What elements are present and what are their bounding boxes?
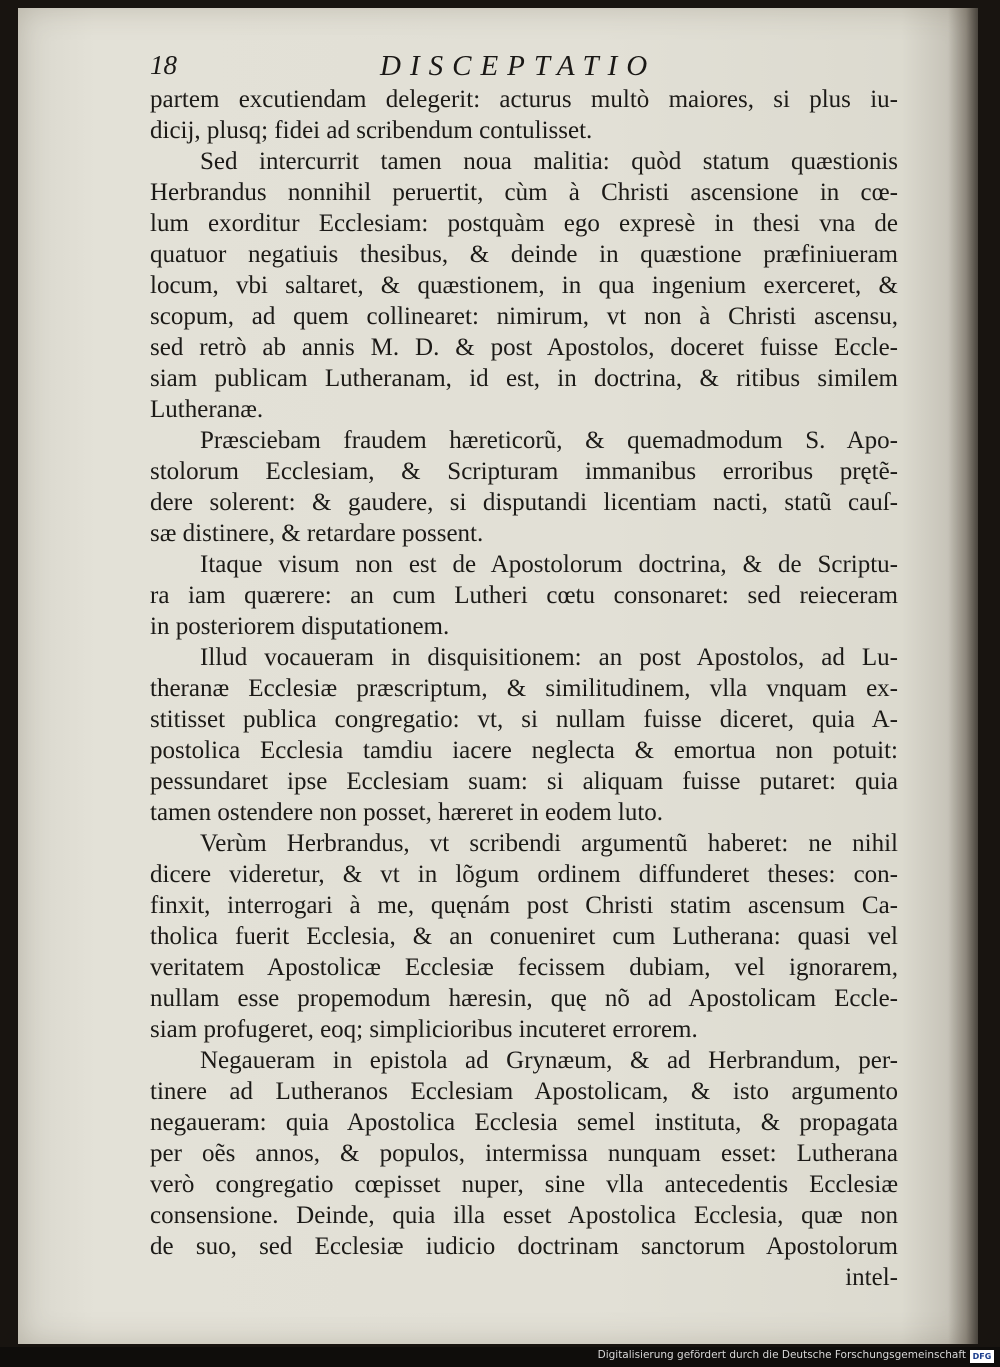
text-line: Negaueram in epistola ad Grynæum, & ad Herbrandum, per- [200, 1047, 898, 1074]
running-title: DISCEPTATIO [380, 50, 657, 82]
text-line: postolica Ecclesia tamdiu iacere neglecta & emortua non potuit: [150, 737, 898, 764]
text-line: de suo, sed Ecclesiæ iudicio doctrinam sanctorum Apostolorum [150, 1233, 898, 1260]
text-line: quatuor negatiuis thesibus, & deinde in quæstione præfiniueram [150, 241, 898, 268]
text-line: dere solerent: & gaudere, si disputandi licentiam nacti, statũ cauſ- [150, 489, 898, 516]
text-line: verò congregatio cœpisset nuper, sine vlla antecedentis Ecclesiæ [150, 1171, 898, 1198]
text-line: negaueram: quia Apostolica Ecclesia semel instituta, & propagata [150, 1109, 898, 1136]
funding-credit: Digitalisierung gefördert durch die Deutsche Forschungsgemeinschaft [597, 1349, 966, 1361]
catchword: intel- [845, 1264, 898, 1291]
text-line: finxit, interrogari à me, quęnám post Christi statim ascensum Ca- [150, 892, 898, 919]
text-line: dicij, plusq; fidei ad scribendum contulisset. [150, 117, 593, 144]
text-line: consensione. Deinde, quia illa esset Apostolica Ecclesia, quæ non [150, 1202, 898, 1229]
text-line: tholica fuerit Ecclesia, & an conueniret cum Lutherana: quasi vel [150, 923, 898, 950]
footer-bar [0, 1347, 1000, 1367]
text-line: stolorum Ecclesiam, & Scripturam immanibus erroribus prętẽ- [150, 458, 898, 485]
text-line: ra iam quærere: an cum Lutheri cœtu consonaret: sed reieceram [150, 582, 898, 609]
text-line: Sed intercurrit tamen noua malitia: quòd statum quæstionis [200, 148, 898, 175]
text-line: tinere ad Lutheranos Ecclesiam Apostolicam, & isto argumento [150, 1078, 898, 1105]
text-line: nullam esse propemodum hæresin, quę nõ ad Apostolicam Eccle- [150, 985, 898, 1012]
text-line: lum exorditur Ecclesiam: postquàm ego expresè in thesi vna de [150, 210, 898, 237]
text-line: stitisset publica congregatio: vt, si nullam fuisse diceret, quia A- [150, 706, 898, 733]
text-line: veritatem Apostolicæ Ecclesiæ fecissem dubiam, vel ignorarem, [150, 954, 898, 981]
text-line: theranæ Ecclesiæ præscriptum, & similitudinem, vlla vnquam ex- [150, 675, 898, 702]
text-line: Herbrandus nonnihil peruertit, cùm à Christi ascensione in cœ- [150, 179, 898, 206]
dfg-logo-icon: DFG [970, 1350, 994, 1363]
text-line: Præsciebam fraudem hæreticorũ, & quemadmodum S. Apo- [200, 427, 898, 454]
text-line: in posteriorem disputationem. [150, 613, 450, 640]
text-line: dicere videretur, & vt in lõgum ordinem diffunderet theses: con- [150, 861, 898, 888]
text-line: sæ distinere, & retardare possent. [150, 520, 484, 547]
text-line: Itaque visum non est de Apostolorum doctrina, & de Scriptu- [200, 551, 898, 578]
text-line: pessundaret ipse Ecclesiam suam: si aliquam fuisse putaret: quia [150, 768, 898, 795]
text-line: locum, vbi saltaret, & quæstionem, in qua ingenium exerceret, & [150, 272, 898, 299]
text-line: Verùm Herbrandus, vt scribendi argumentũ haberet: ne nihil [200, 830, 898, 857]
text-line: Lutheranæ. [150, 396, 264, 423]
text-line: partem excutiendam delegerit: acturus multò maiores, si plus iu- [150, 86, 898, 113]
text-line: siam publicam Lutheranam, id est, in doctrina, & ritibus similem [150, 365, 898, 392]
text-line: Illud vocaueram in disquisitionem: an post Apostolos, ad Lu- [200, 644, 898, 671]
text-line: tamen ostendere non posset, hæreret in eodem luto. [150, 799, 664, 826]
text-line: siam profugeret, eoq; simplicioribus incuteret errorem. [150, 1016, 698, 1043]
page-binding-shadow [948, 8, 978, 1344]
text-line: sed retrò ab annis M. D. & post Apostolos, doceret fuisse Eccle- [150, 334, 898, 361]
text-line: per oẽs annos, & populos, intermissa nunquam esset: Lutherana [150, 1140, 898, 1167]
page-number: 18 [150, 50, 177, 80]
text-line: scopum, ad quem collinearet: nimirum, vt non à Christi ascensu, [150, 303, 898, 330]
